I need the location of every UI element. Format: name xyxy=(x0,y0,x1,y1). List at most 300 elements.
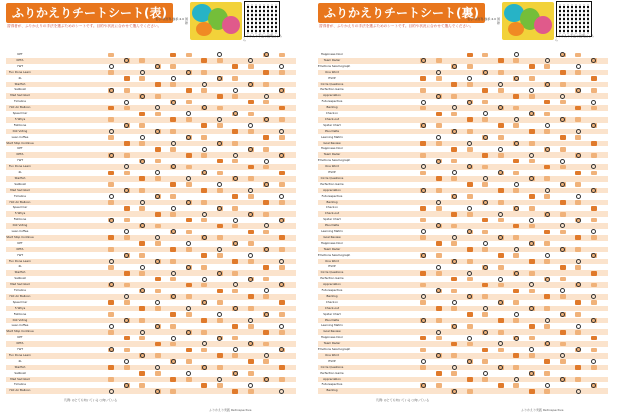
rating-cell xyxy=(139,241,145,246)
rating-cell xyxy=(529,289,535,294)
circle-mark xyxy=(171,336,176,341)
rating-cell xyxy=(591,153,597,158)
rating-cell xyxy=(498,318,504,323)
circle-mark xyxy=(202,341,207,346)
circle-mark xyxy=(436,265,441,270)
circle-mark xyxy=(545,82,550,87)
retrospective-logo xyxy=(502,2,554,40)
rating-cell xyxy=(451,112,457,117)
circle-mark xyxy=(591,164,596,169)
rating-cell xyxy=(217,253,223,258)
circle-mark xyxy=(560,288,565,293)
method-name: Start Stop Continue xyxy=(6,329,34,334)
circle-mark xyxy=(217,271,222,276)
rating-cell xyxy=(279,235,285,240)
circle-mark xyxy=(529,282,534,287)
method-name: Appreciation xyxy=(323,376,341,381)
circle-mark xyxy=(124,229,129,234)
rating-cell xyxy=(482,53,488,58)
circle-mark xyxy=(217,206,222,211)
rating-cell xyxy=(201,135,207,140)
method-name: Perfection Game xyxy=(320,181,344,186)
circle-mark xyxy=(109,324,114,329)
rating-cell xyxy=(248,194,254,199)
rating-cell xyxy=(201,153,207,158)
page-title: ふりかえりチートシート(表) xyxy=(6,3,173,23)
circle-mark xyxy=(248,253,253,258)
circle-mark xyxy=(233,176,238,181)
method-name: 4L xyxy=(18,358,22,363)
method-name: Perfection Game xyxy=(320,87,344,92)
rating-cell xyxy=(279,135,285,140)
circle-mark xyxy=(576,64,581,69)
rating-cell xyxy=(575,200,581,205)
rating-cell xyxy=(575,265,581,270)
rating-cell xyxy=(248,100,254,105)
rating-cell xyxy=(170,277,176,282)
rating-cell xyxy=(232,94,238,99)
rating-cell xyxy=(263,294,269,299)
rating-cell xyxy=(279,182,285,187)
rating-cell xyxy=(467,277,473,282)
method-name: Appreciation xyxy=(323,187,341,192)
circle-mark xyxy=(514,312,519,317)
rating-cell xyxy=(467,212,473,217)
method-name: YWT xyxy=(16,347,24,351)
rating-cell xyxy=(232,336,238,341)
circle-mark xyxy=(560,377,565,382)
rating-cell xyxy=(436,188,442,193)
rating-cell xyxy=(186,218,192,223)
rating-cell xyxy=(544,306,550,311)
rating-cell xyxy=(186,165,192,170)
rating-cell xyxy=(482,294,488,299)
rating-cell xyxy=(513,58,519,63)
rating-cell xyxy=(529,336,535,341)
circle-mark xyxy=(233,111,238,116)
rating-cell xyxy=(108,300,114,305)
circle-mark xyxy=(483,111,488,116)
circle-mark xyxy=(483,306,488,311)
rating-cell xyxy=(591,171,597,176)
rating-cell xyxy=(575,330,581,335)
rating-cell xyxy=(498,200,504,205)
rating-cell xyxy=(248,359,254,364)
circle-mark xyxy=(452,365,457,370)
table-row xyxy=(6,388,296,394)
circle-mark xyxy=(529,371,534,376)
rating-cell xyxy=(279,70,285,75)
circle-mark xyxy=(279,194,284,199)
rating-cell xyxy=(170,312,176,317)
method-name: Perfection Game xyxy=(320,276,344,281)
method-name: Timeline xyxy=(14,288,26,292)
rating-cell xyxy=(498,348,504,353)
circle-mark xyxy=(421,253,426,258)
rating-cell xyxy=(170,212,176,217)
circle-mark xyxy=(421,229,426,234)
circle-mark xyxy=(217,117,222,122)
rating-cell xyxy=(279,312,285,317)
rating-cell xyxy=(124,300,130,305)
qr-code[interactable] xyxy=(557,2,591,36)
method-name: Speed Car xyxy=(12,111,28,115)
circle-mark xyxy=(109,347,114,352)
rating-cell xyxy=(248,389,254,394)
rating-cell xyxy=(420,88,426,93)
rating-cell xyxy=(248,230,254,235)
page-title: ふりかえりチートシート(裏) xyxy=(318,3,485,23)
rating-cell xyxy=(217,289,223,294)
rating-cell xyxy=(139,141,145,146)
method-name: ESVP xyxy=(328,75,336,80)
circle-mark xyxy=(264,182,269,187)
rating-cell xyxy=(544,100,550,105)
rating-cell xyxy=(467,312,473,317)
circle-mark xyxy=(279,324,284,329)
rating-cell xyxy=(139,271,145,276)
rating-cell xyxy=(498,188,504,193)
rating-cell xyxy=(186,312,192,317)
rating-cell xyxy=(263,100,269,105)
method-name: Hot Air Balloon xyxy=(9,199,31,204)
rating-cell xyxy=(544,129,550,134)
rating-cell xyxy=(498,330,504,335)
circle-mark xyxy=(591,318,596,323)
circle-mark xyxy=(436,94,441,99)
rating-cell xyxy=(575,182,581,187)
rating-cell xyxy=(482,153,488,158)
method-name: Appreciation xyxy=(323,282,341,287)
rating-cell xyxy=(279,117,285,122)
rating-cell xyxy=(467,389,473,394)
rating-cell xyxy=(108,53,114,58)
method-name: Timeline xyxy=(14,382,26,387)
circle-mark xyxy=(140,159,145,164)
circle-mark xyxy=(421,58,426,63)
method-name: Starfish xyxy=(14,81,26,86)
circle-mark xyxy=(545,147,550,152)
rating-cell xyxy=(248,324,254,329)
circle-mark xyxy=(514,377,519,382)
circle-mark xyxy=(576,129,581,134)
rating-cell xyxy=(217,123,223,128)
rating-cell xyxy=(232,76,238,81)
circle-mark xyxy=(529,347,534,352)
rating-cell xyxy=(108,312,114,317)
circle-mark xyxy=(560,223,565,228)
rating-cell xyxy=(232,259,238,264)
rating-cell xyxy=(170,324,176,329)
method-name: Circle Questions xyxy=(320,270,344,275)
circle-mark xyxy=(124,318,129,323)
rating-cell xyxy=(217,94,223,99)
circle-mark xyxy=(264,52,269,57)
rating-cell xyxy=(263,165,269,170)
method-name: Speed Car xyxy=(12,205,28,210)
rating-cell xyxy=(108,171,114,176)
circle-mark xyxy=(452,105,457,110)
method-name: Timeline xyxy=(14,99,26,104)
rating-cell xyxy=(420,218,426,223)
rating-cell xyxy=(575,300,581,305)
license-note: 表示-非営利-継承 4.0 国際 xyxy=(467,17,500,25)
rating-cell xyxy=(124,235,130,240)
rating-cell xyxy=(420,348,426,353)
rating-cell xyxy=(560,200,566,205)
rating-cell xyxy=(529,64,535,69)
rating-cell xyxy=(108,377,114,382)
rating-cell xyxy=(248,112,254,117)
rating-cell xyxy=(529,353,535,358)
table-row xyxy=(318,388,608,394)
rating-cell xyxy=(170,147,176,152)
rating-cell xyxy=(279,247,285,252)
circle-mark xyxy=(202,277,207,282)
rating-cell xyxy=(498,253,504,258)
circle-mark xyxy=(202,300,207,305)
method-name: 5 Whys xyxy=(14,211,26,216)
circle-mark xyxy=(576,259,581,264)
circle-mark xyxy=(467,100,472,105)
rating-cell xyxy=(232,271,238,276)
circle-mark xyxy=(560,353,565,358)
rating-cell xyxy=(467,82,473,87)
circle-mark xyxy=(514,117,519,122)
rating-cell xyxy=(513,353,519,358)
rating-cell xyxy=(124,153,130,158)
rating-cell xyxy=(108,330,114,335)
rating-cell xyxy=(420,206,426,211)
circle-mark xyxy=(279,218,284,223)
rating-cell xyxy=(108,70,114,75)
rating-cell xyxy=(467,182,473,187)
rating-cell xyxy=(451,147,457,152)
rating-cell xyxy=(436,371,442,376)
circle-mark xyxy=(124,383,129,388)
circle-mark xyxy=(483,241,488,246)
rating-cell xyxy=(420,283,426,288)
circle-mark xyxy=(421,383,426,388)
circle-mark xyxy=(545,188,550,193)
method-grid xyxy=(6,52,296,396)
rating-cell xyxy=(155,159,161,164)
rating-cell xyxy=(232,206,238,211)
rating-cell xyxy=(575,377,581,382)
method-name: KPTA xyxy=(16,57,24,62)
rating-cell xyxy=(544,230,550,235)
method-name: Fishbone xyxy=(13,217,27,222)
rating-cell xyxy=(482,247,488,252)
rating-cell xyxy=(591,76,597,81)
circle-mark xyxy=(186,200,191,205)
method-name: Emotions Seismograph xyxy=(318,63,351,68)
rating-cell xyxy=(108,106,114,111)
rating-cell xyxy=(170,82,176,87)
circle-mark xyxy=(545,212,550,217)
rating-cell xyxy=(108,182,114,187)
circle-mark xyxy=(514,247,519,252)
rating-cell xyxy=(201,123,207,128)
rating-cell xyxy=(513,123,519,128)
rating-cell xyxy=(124,271,130,276)
rating-cell xyxy=(451,289,457,294)
method-name: Mad Sad Glad xyxy=(10,282,30,287)
method-name: 4L xyxy=(18,170,22,174)
method-name: Goal Review xyxy=(323,140,341,145)
circle-mark xyxy=(248,277,253,282)
rating-cell xyxy=(513,159,519,164)
rating-cell xyxy=(513,365,519,370)
method-name: Lean Coffee xyxy=(11,323,29,328)
method-name: 4L xyxy=(18,75,22,80)
method-name: Backlog xyxy=(326,199,338,204)
rating-cell xyxy=(560,165,566,170)
rating-cell xyxy=(420,365,426,370)
rating-cell xyxy=(124,218,130,223)
circle-mark xyxy=(109,259,114,264)
circle-mark xyxy=(124,100,129,105)
rating-cell xyxy=(467,247,473,252)
rating-cell xyxy=(186,88,192,93)
method-name: Happiness Door xyxy=(320,240,344,245)
circle-mark xyxy=(171,294,176,299)
rating-cell xyxy=(482,117,488,122)
method-name: Check-out xyxy=(324,305,340,310)
rating-cell xyxy=(186,100,192,105)
rating-cell xyxy=(451,371,457,376)
rating-cell xyxy=(170,53,176,58)
rating-cell xyxy=(436,112,442,117)
rating-cell xyxy=(436,306,442,311)
method-name: Team Radar xyxy=(323,341,341,346)
circle-mark xyxy=(436,330,441,335)
qr-caption: ふりかえり手法の説明はこちら xyxy=(243,34,283,42)
rating-cell xyxy=(217,224,223,229)
circle-mark xyxy=(576,88,581,93)
rating-cell xyxy=(420,141,426,146)
circle-mark xyxy=(124,164,129,169)
circle-mark xyxy=(591,229,596,234)
circle-mark xyxy=(233,153,238,158)
circle-mark xyxy=(545,383,550,388)
method-name: Team Radar xyxy=(323,246,341,251)
circle-mark xyxy=(483,265,488,270)
circle-mark xyxy=(248,318,253,323)
rating-cell xyxy=(108,365,114,370)
rating-cell xyxy=(529,324,535,329)
rating-cell xyxy=(513,383,519,388)
circle-mark xyxy=(436,159,441,164)
rating-cell xyxy=(124,336,130,341)
rating-cell xyxy=(498,265,504,270)
circle-mark xyxy=(529,88,534,93)
rating-cell xyxy=(591,336,597,341)
rating-cell xyxy=(108,200,114,205)
method-name: One Word xyxy=(325,164,339,169)
circle-mark xyxy=(436,135,441,140)
rating-cell xyxy=(544,64,550,69)
rating-cell xyxy=(263,70,269,75)
circle-mark xyxy=(140,94,145,99)
circle-mark xyxy=(233,306,238,311)
method-name: One Word xyxy=(325,352,339,357)
rating-cell xyxy=(560,330,566,335)
rating-cell xyxy=(170,117,176,122)
rating-cell xyxy=(186,117,192,122)
rating-cell xyxy=(248,259,254,264)
circle-mark xyxy=(171,76,176,81)
method-name: Fun Done Learn xyxy=(9,258,31,263)
rating-cell xyxy=(217,159,223,164)
rating-cell xyxy=(436,318,442,323)
rating-cell xyxy=(575,365,581,370)
rating-cell xyxy=(451,224,457,229)
rating-cell xyxy=(529,389,535,394)
rating-cell xyxy=(108,235,114,240)
rating-cell xyxy=(591,88,597,93)
rating-cell xyxy=(575,117,581,122)
rating-cell xyxy=(248,241,254,246)
circle-mark xyxy=(233,218,238,223)
rating-cell xyxy=(155,94,161,99)
circle-mark xyxy=(109,218,114,223)
method-name: One Word xyxy=(325,258,339,263)
rating-cell xyxy=(186,53,192,58)
rating-cell xyxy=(155,241,161,246)
rating-cell xyxy=(139,306,145,311)
circle-mark xyxy=(576,153,581,158)
rating-cell xyxy=(139,383,145,388)
rating-cell xyxy=(263,277,269,282)
circle-mark xyxy=(467,141,472,146)
circle-mark xyxy=(576,218,581,223)
method-name: Backlog xyxy=(326,293,338,298)
rating-cell xyxy=(139,371,145,376)
method-name: Hot Air Balloon xyxy=(9,388,31,393)
rating-cell xyxy=(155,147,161,152)
rating-cell xyxy=(529,271,535,276)
circle-mark xyxy=(140,288,145,293)
rating-cell xyxy=(155,371,161,376)
rating-cell xyxy=(279,265,285,270)
circle-mark xyxy=(109,153,114,158)
rating-cell xyxy=(544,389,550,394)
method-name: Dot Voting xyxy=(12,223,28,228)
rating-cell xyxy=(108,135,114,140)
method-name: Futurespective xyxy=(321,288,343,292)
circle-mark xyxy=(109,389,114,394)
qr-code[interactable] xyxy=(245,2,279,36)
rating-cell xyxy=(436,336,442,341)
rating-cell xyxy=(591,206,597,211)
rating-cell xyxy=(139,112,145,117)
circle-mark xyxy=(483,200,488,205)
rating-cell xyxy=(263,200,269,205)
rating-cell xyxy=(201,70,207,75)
method-name: Learning Matrix xyxy=(321,323,343,328)
method-grid xyxy=(318,52,608,396)
method-name: One Word xyxy=(325,69,339,74)
legend: 凡例: ◎とても向いている ○向いている xyxy=(64,398,118,402)
rating-cell xyxy=(575,135,581,140)
rating-cell xyxy=(217,365,223,370)
circle-mark xyxy=(186,265,191,270)
rating-cell xyxy=(420,76,426,81)
rating-cell xyxy=(498,58,504,63)
rating-cell xyxy=(498,283,504,288)
method-name: KPTA xyxy=(16,246,24,251)
